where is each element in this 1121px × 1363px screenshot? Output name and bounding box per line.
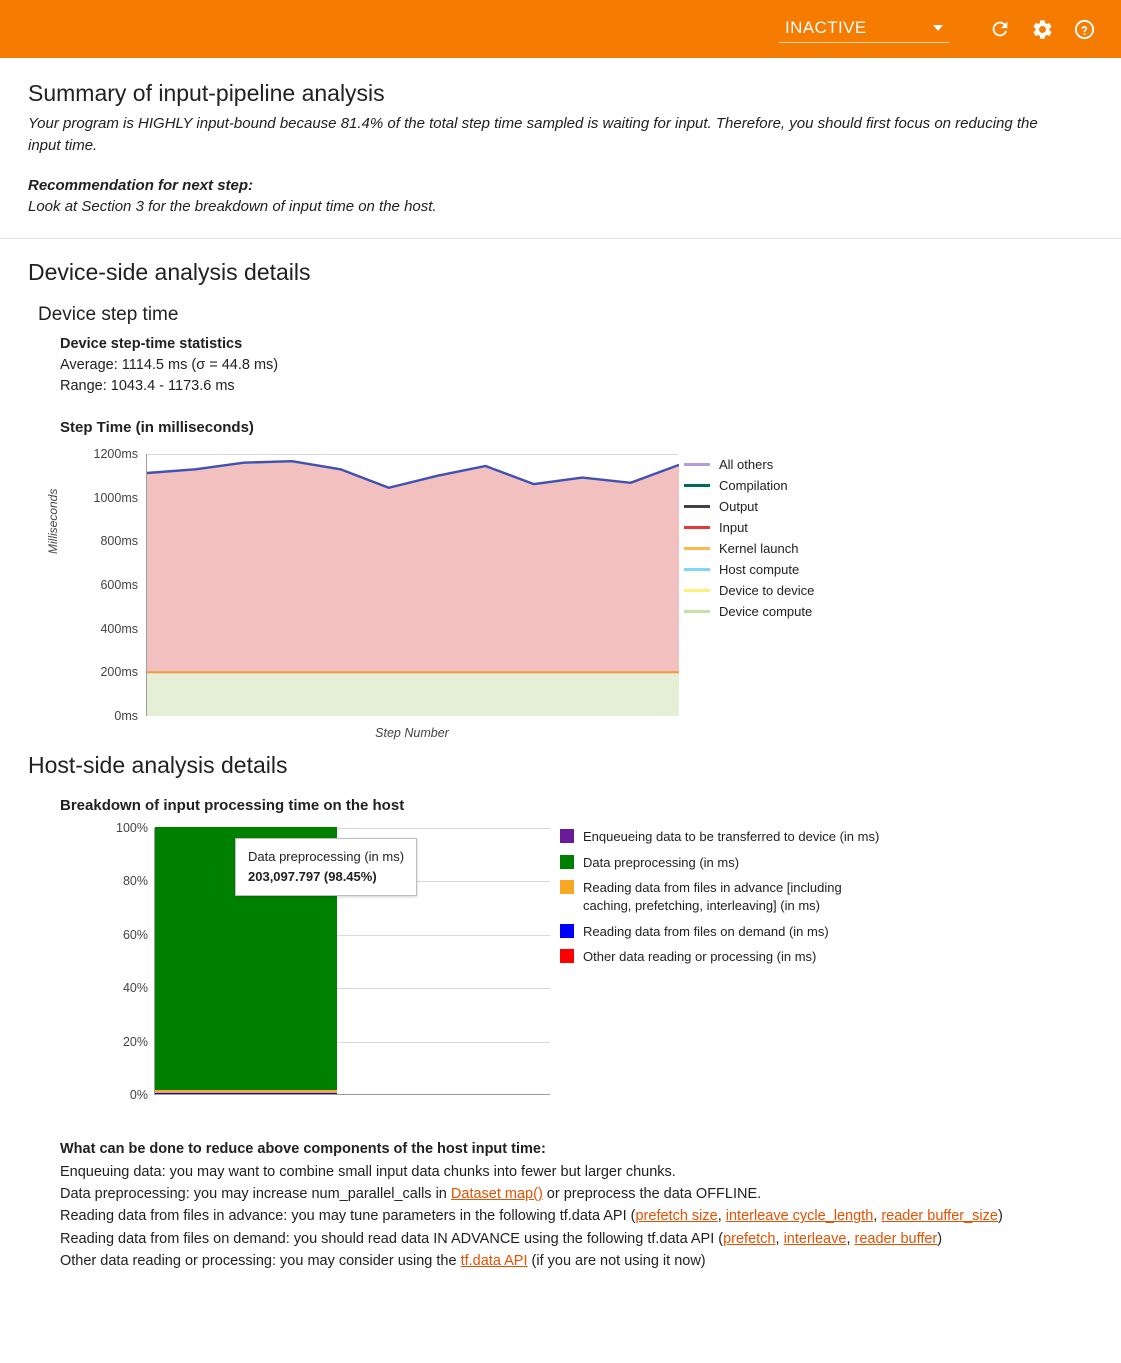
host-analysis-section bbox=[0, 734, 1121, 1273]
legend-item[interactable] bbox=[684, 580, 814, 601]
legend-swatch bbox=[684, 589, 710, 592]
step-time-chart bbox=[46, 444, 1093, 741]
legend-swatch bbox=[684, 568, 710, 571]
legend-item[interactable] bbox=[684, 454, 814, 475]
device-step-time-subtitle: Device step time bbox=[38, 304, 179, 325]
legend-label: Enqueueing data to be transferred to device (in ms) bbox=[583, 829, 880, 845]
legend-label: Reading data from files on demand (in ms) bbox=[583, 923, 829, 939]
host-y-tick: 20% bbox=[122, 1034, 148, 1049]
recommendation-body: Look at Section 3 for the breakdown of input time on the host. bbox=[28, 198, 437, 216]
host-chart-title: Breakdown of input processing time on the host bbox=[60, 797, 405, 815]
legend-swatch bbox=[560, 855, 574, 869]
legend-label: Compilation bbox=[719, 478, 788, 494]
run-selector[interactable] bbox=[779, 16, 949, 43]
tooltip-value: 203,097.797 (98.45%) bbox=[248, 868, 377, 884]
advice-link[interactable]: reader buffer_size bbox=[881, 1208, 998, 1225]
legend-swatch bbox=[560, 949, 574, 963]
device-compute-area bbox=[147, 673, 679, 716]
summary-section bbox=[0, 58, 1121, 239]
legend-label: Host compute bbox=[719, 562, 800, 578]
host-y-tick: 0% bbox=[129, 1088, 148, 1103]
stats-average: Average: 1114.5 ms (σ = 44.8 ms) bbox=[60, 357, 279, 374]
legend-swatch bbox=[684, 484, 710, 487]
device-analysis-section bbox=[0, 239, 1121, 741]
legend-label: All others bbox=[719, 457, 774, 473]
run-selector-value: INACTIVE bbox=[785, 17, 867, 37]
legend-label: Data preprocessing (in ms) bbox=[583, 854, 740, 870]
host-y-tick: 60% bbox=[122, 927, 148, 942]
advice-line: Reading data from files in advance: you may tune parameters in the following tf.data API (prefetch size, interleave cycle_length, reader buffer_size) bbox=[60, 1208, 1003, 1225]
advice-link[interactable]: reader buffer bbox=[854, 1230, 938, 1247]
help-icon[interactable] bbox=[1067, 12, 1101, 46]
legend-item[interactable] bbox=[684, 538, 814, 559]
legend-swatch bbox=[684, 547, 710, 550]
recommendation-label: Recommendation for next step: bbox=[28, 176, 254, 194]
advice-line: Other data reading or processing: you may consider using the tf.data API (if you are not using it now) bbox=[60, 1253, 706, 1270]
legend-item[interactable] bbox=[684, 601, 814, 622]
legend-item[interactable] bbox=[560, 923, 893, 941]
stats-title: Device step-time statistics bbox=[60, 336, 243, 352]
host-y-tick: 80% bbox=[122, 874, 148, 889]
advice-link[interactable]: tf.data API bbox=[460, 1253, 528, 1270]
legend-item[interactable] bbox=[560, 948, 893, 966]
advice-link[interactable]: Dataset map() bbox=[450, 1185, 543, 1202]
advice-link[interactable]: prefetch bbox=[723, 1230, 776, 1247]
advice-link[interactable]: interleave cycle_length bbox=[725, 1208, 874, 1225]
chevron-down-icon bbox=[933, 25, 943, 31]
step-time-y-tick: 0ms bbox=[114, 709, 138, 724]
legend-swatch bbox=[560, 924, 574, 938]
step-time-y-tick: 1200ms bbox=[93, 447, 138, 462]
advice-header: What can be done to reduce above components of the host input time: bbox=[60, 1141, 546, 1158]
step-time-grid bbox=[146, 454, 678, 716]
legend-label: Other data reading or processing (in ms) bbox=[583, 949, 817, 965]
legend-item[interactable] bbox=[560, 879, 893, 916]
host-y-tick: 100% bbox=[116, 821, 148, 836]
legend-swatch bbox=[684, 463, 710, 466]
chart-tooltip bbox=[235, 838, 417, 896]
device-section-title: Device-side analysis details bbox=[28, 259, 311, 285]
legend-swatch bbox=[684, 610, 710, 613]
device-step-time-stats bbox=[60, 334, 1093, 397]
advice-line: Reading data from files on demand: you should read data IN ADVANCE using the following tf.data API (prefetch, interleave, reader buffer) bbox=[60, 1230, 943, 1247]
bar-segment[interactable] bbox=[155, 1090, 337, 1093]
legend-swatch bbox=[560, 829, 574, 843]
step-time-y-tick: 1000ms bbox=[93, 490, 138, 505]
host-plot bbox=[50, 820, 550, 1120]
stats-range: Range: 1043.4 - 1173.6 ms bbox=[60, 378, 235, 395]
refresh-icon[interactable] bbox=[983, 12, 1017, 46]
legend-label: Input bbox=[719, 520, 748, 536]
legend-label: Kernel launch bbox=[719, 541, 799, 557]
legend-item[interactable] bbox=[684, 517, 814, 538]
legend-swatch bbox=[684, 505, 710, 508]
legend-swatch bbox=[684, 526, 710, 529]
legend-label: Device compute bbox=[719, 604, 813, 620]
legend-item[interactable] bbox=[684, 475, 814, 496]
summary-body: Your program is HIGHLY input-bound because 81.4% of the total step time sampled is waiting for input. Therefore, you should first focus on reducing the input time. bbox=[28, 115, 1038, 154]
step-time-chart-title: Step Time (in milliseconds) bbox=[60, 419, 254, 437]
advice-line: Enqueuing data: you may want to combine small input data chunks into fewer but larger chunks. bbox=[60, 1163, 676, 1180]
legend-label: Device to device bbox=[719, 583, 815, 599]
step-time-y-tick: 600ms bbox=[100, 578, 138, 593]
legend-swatch bbox=[560, 880, 574, 894]
host-legend bbox=[560, 820, 893, 1120]
legend-item[interactable] bbox=[684, 559, 814, 580]
host-breakdown-chart bbox=[50, 820, 1093, 1120]
host-advice bbox=[60, 1138, 1093, 1273]
step-time-y-tick: 800ms bbox=[100, 534, 138, 549]
advice-link[interactable]: prefetch size bbox=[635, 1208, 718, 1225]
bar-segment[interactable] bbox=[155, 1093, 337, 1094]
advice-link[interactable]: interleave bbox=[783, 1230, 847, 1247]
bar-segment[interactable] bbox=[155, 1093, 337, 1094]
legend-label: Output bbox=[719, 499, 759, 515]
host-y-tick: 40% bbox=[122, 981, 148, 996]
legend-item[interactable] bbox=[560, 828, 893, 846]
step-time-x-axis-label: Step Number bbox=[375, 726, 449, 741]
step-time-y-axis-label: Milliseconds bbox=[46, 488, 60, 555]
top-toolbar bbox=[0, 0, 1121, 58]
legend-label: Reading data from files in advance [including caching, prefetching, interleaving] (in ms) bbox=[583, 879, 842, 914]
step-time-legend bbox=[684, 444, 814, 734]
summary-title: Summary of input-pipeline analysis bbox=[28, 80, 385, 106]
step-time-y-tick: 400ms bbox=[100, 621, 138, 636]
step-time-plot bbox=[46, 444, 670, 741]
gear-icon[interactable] bbox=[1025, 12, 1059, 46]
host-section-title: Host-side analysis details bbox=[28, 752, 288, 779]
legend-item[interactable] bbox=[684, 496, 814, 517]
tooltip-title: Data preprocessing (in ms) bbox=[248, 849, 405, 865]
advice-line: Data preprocessing: you may increase num_parallel_calls in Dataset map() or preprocess the data OFFLINE. bbox=[60, 1185, 762, 1202]
step-time-y-tick: 200ms bbox=[100, 665, 138, 680]
legend-item[interactable] bbox=[560, 854, 893, 872]
